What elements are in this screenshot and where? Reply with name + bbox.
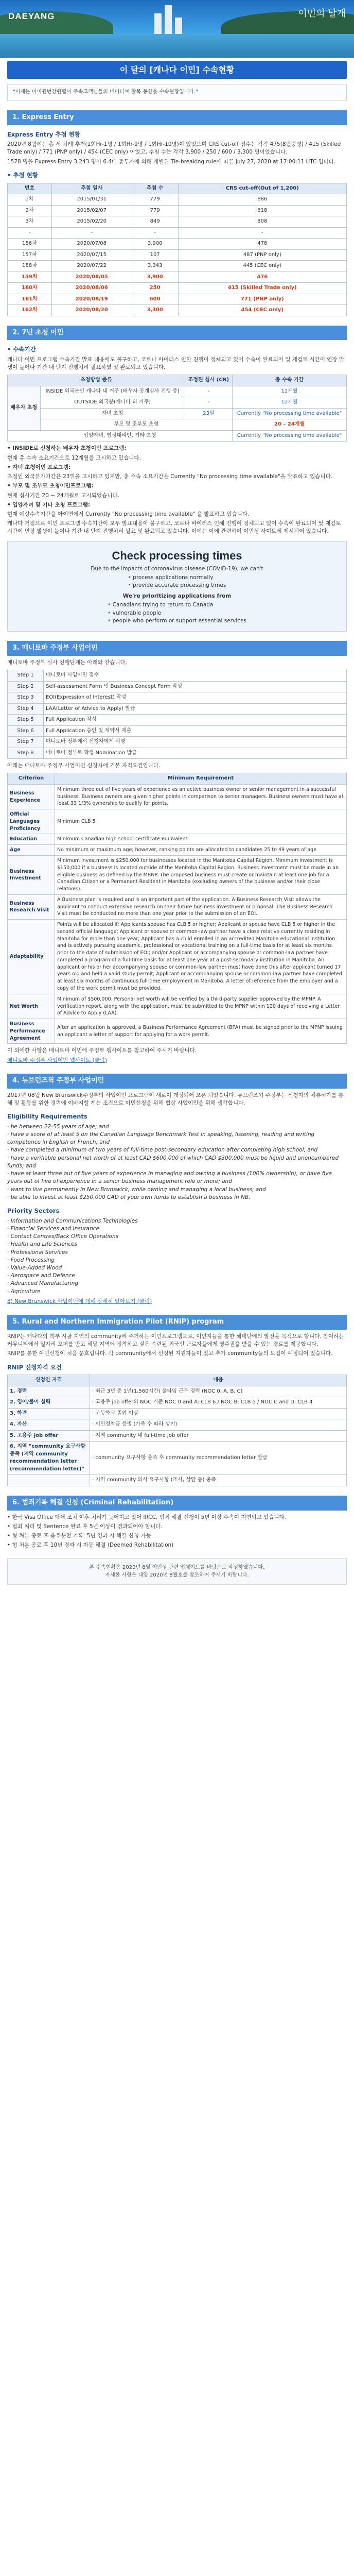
table-cell: Currently "No processing time available": [233, 408, 347, 419]
table-row: [8, 834, 347, 845]
table-cell: 자녀 초청: [40, 408, 185, 419]
table-row: [8, 670, 347, 682]
table-header: Minimum Requirement: [55, 773, 347, 785]
table-cell: 107: [132, 249, 178, 261]
table-cell: 161차: [8, 294, 52, 305]
paragraph: 2020년 8월에는 총 세 차례 추첨(1회Hr-1명 / 1회Hr-9명 / 1회Hr-10명)이 있었으며 CRS cut-off 점수는 각각 475(8월중명) / 415 (Skilled Trade only) / 771 (PNP only) / 454 (CEC only) 이었고, 추첨 수는 각각 3,900 / 250 / 600 / 3,300 명이었습니다.: [7, 141, 341, 156]
table-label: • 추첨 현황: [7, 171, 38, 179]
requirement: After an application is approved, a Business Performance Agreement (BPA) must be signed prior to the MPNP issuing an applicant a letter of support for applying for a work permit.: [55, 1019, 347, 1044]
step-description: Full Application 승인 및 계약서 제출: [44, 725, 347, 737]
rnip-criterion: [8, 1475, 90, 1486]
section-heading: 4. 뉴브런즈윅 주정부 사업이민: [7, 1074, 347, 1089]
table-cell: 2015/02/20: [51, 216, 132, 228]
table-row: [8, 845, 347, 856]
paragraph: • 한국 Visa Office 폐쇄 조치 이후 처리가 늦어지고 있어 IRCC, 범죄 해결 신청이 5년 이상 수속이 지연되고 있습니다.: [7, 1514, 287, 1520]
table-cell: -: [185, 397, 232, 409]
table-header: Criterion: [8, 773, 55, 785]
step-number: Step 1: [8, 670, 44, 682]
table-cell: 600: [132, 294, 178, 305]
paragraph: 초청인 외국분가기간은 23일을 고시하고 있지만, 총 수속 소요기간은 Currently "No processing time available"을 발표하고 있습니다.: [7, 473, 333, 480]
intro-notice: "이제는 이미원번장원랩이 주속고객님들의 네이티브 활목 동향을 수속현황입니다.": [7, 84, 347, 101]
new-brunswick-link[interactable]: 8) New Brunswick 사업이민에 대해 상세히 알아보기 (클릭): [7, 1298, 152, 1304]
paragraph: 매니토바 주정부 실사 진행단계는 아래와 같습니다.: [7, 659, 128, 666]
list-item: · have a score of at least 5 on the Canadian Language Benchmark Test in speaking, listening, reading and writing competence in English or French; and: [7, 1131, 347, 1146]
requirement: No minimum or maximum age; however, ranking points are allocated to candidates 25 to 49 years of age: [55, 845, 347, 856]
table-row: [8, 216, 347, 228]
step-number: Step 4: [8, 703, 44, 715]
table-row: [8, 1408, 347, 1419]
table-cell: 2020/07/15: [51, 249, 132, 261]
table-cell: -: [8, 227, 52, 239]
manitoba-requirements-table: [7, 773, 347, 1044]
paragraph: RNIP는 캐나다의 북부 시골 지역의 community에 주거하는 이민프로그램으로, 이민자들을 통한 혜택단에의 발전을 목적으로 합니다. 참여하는 커뮤니티에서 일자리 오퍼를 받고 해당 지역에 정착하고 싶은 숙련된 외국인 근로자들에게 영주권을 받을 수 있는 경로를 제공합니다.: [7, 1333, 344, 1348]
rnip-detail: · 지역 community 내 full-time job offer: [90, 1430, 347, 1442]
requirement: Minimum Canadian high school certificate equivalent: [55, 834, 347, 845]
priority-list: [7, 1217, 347, 1296]
manitoba-steps-table: [7, 670, 347, 759]
table-cell: 12개월: [233, 397, 347, 409]
step-number: Step 5: [8, 715, 44, 726]
table-cell: 250: [132, 283, 178, 294]
rnip-detail: · 이민정착금 증빙 (가족 수 따라 상이): [90, 1419, 347, 1431]
table-cell: 부모 및 조부모 초청: [40, 419, 233, 431]
banner-building: [165, 5, 172, 37]
table-cell: OUTSIDE 외국분(캐나다 외 거주): [40, 397, 185, 409]
list-item: · be between 22-55 years of age; and: [7, 1123, 347, 1131]
requirement: Minimum three out of five years of experience as an active business owner or senior management in a successful business. Business owners are given higher points in comparison to senior managers. Business owners must have at least 33 1/3% ownership to qualify for points.: [55, 784, 347, 809]
table-row: [8, 294, 347, 305]
criterion: Business Investment: [8, 856, 55, 895]
section-new-brunswick: [7, 1074, 347, 1306]
criterion: Education: [8, 834, 55, 845]
covid-priority-list: [108, 601, 246, 625]
table-row: [8, 272, 347, 283]
table-cell: 771 (PNP only): [178, 294, 346, 305]
table-header: 신청인 자격: [8, 1375, 90, 1386]
requirement: Points will be allocated if: Applicants spouse has CLB 5 or higher; Applicant or spouse have CLB 5 or higher in the second official language; Applicant or spouse or common-law partner have a close relative currently residing in Manitoba for more than one year; Applicant has a child enrolled in an accredited Manitoba educational institution and is actively pursuing academic, professional or vocational training on a full-time basis for at least six months prior to the date of submission of EOI; and/or Applicant or accompanying spouse or common-law partner have completed a program of a full-time basis for at least one year at a post-secondary institution in Manitoba. An applicant or his or her accompanying spouse or common-law partner must have done this after applicant turned 17 years old and held a valid study permit; Applicant or accompanying spouse or common-law partner have completed at least six months of continuous full-time employment in Manitoba. A letter of reference from the employer and a copy of the work permit must be provided.: [55, 920, 347, 994]
step-description: 매니토바 정부로 확정 Nomination 발급: [44, 748, 347, 759]
section-subheading: • 수속기간: [7, 346, 36, 353]
table-header: 번호: [8, 183, 52, 194]
table-row: [8, 249, 347, 261]
table-cell: 158차: [8, 261, 52, 272]
table-row: [8, 784, 347, 809]
table-cell: 20 – 24개월: [233, 419, 347, 431]
table-row: [8, 239, 347, 250]
covid-list: [128, 574, 226, 589]
note-heading: • 입양자녀 및 기타 초청 프로그램:: [7, 501, 91, 508]
table-cell: 487 (PNP only): [178, 249, 346, 261]
list-item: · Agriculture: [7, 1288, 347, 1296]
criterion: Business Performance Agreement: [8, 1019, 55, 1044]
table-header: 총 수속 기간: [233, 375, 347, 386]
step-number: Step 6: [8, 725, 44, 737]
table-cell: 2020/08/06: [51, 283, 132, 294]
table-cell: 2020/07/08: [51, 239, 132, 250]
table-row: [8, 227, 347, 239]
table-cell: 3차: [8, 216, 52, 228]
paragraph: • 형 처분 종료 후 10년 경과 시 자동 해결 (Deemed Rehabilitation): [7, 1542, 174, 1549]
section-express-entry: [7, 110, 347, 316]
paragraph: RNIP를 통한 이민신청이 처음 문호립니다. 각 community에서 선정된 지원자들이 있고 추가 community들의 모집이 예정되어 있습니다.: [7, 1350, 333, 1357]
rnip-criterion: 1. 경력: [8, 1386, 90, 1397]
list-item: · Advanced Manufacturing: [7, 1280, 347, 1287]
paragraph: 1578 명을 Express Entry 3,243 명이 6.4배 총투자에 의해 개별된 Tie-breaking rule에 따른 July 27, 2020 at 17:00:11 UTC 입니다.: [7, 158, 336, 165]
section-heading: 1. Express Entry: [7, 110, 347, 125]
list-item: · have completed a minimum of two years of full-time post-secondary education after completing high school; and: [7, 1146, 347, 1154]
list-item: · have a verifiable personal net worth of at least CAD $600,000 of which CAD $300,000 must be liquid and unencumbered funds; and: [7, 1155, 347, 1170]
table-cell: 2015/02/07: [51, 205, 132, 216]
criterion: Business Research Visit: [8, 894, 55, 919]
table-header: 조정된 심사 (CR): [185, 375, 232, 386]
criterion: Business Experience: [8, 784, 55, 809]
section-family-sponsorship: [7, 326, 347, 632]
table-cell: 입양자녀, 법정대리인, 기타 초청: [8, 430, 233, 442]
rnip-detail: · 고등학교 졸업 이상: [90, 1408, 347, 1419]
table-row: [8, 737, 347, 748]
draw-table: [7, 183, 347, 316]
table-cell: -: [132, 227, 178, 239]
section-rnip: [7, 1315, 347, 1486]
rnip-criterion: 3. 학력: [8, 1408, 90, 1419]
list-item: · Health and Life Sciences: [7, 1241, 347, 1248]
table-cell: 3,900: [132, 239, 178, 250]
section-subheading: Express Entry 추첨 현황: [7, 130, 80, 138]
table-cell: 2015/01/31: [51, 194, 132, 206]
table-cell: 2차: [8, 205, 52, 216]
footer-line: 본 수속현황은 2020년 8월 이민성 관련 업데이트를 바탕으로 작성하였습니다.: [89, 1565, 265, 1571]
rnip-criterion: 4. 자산: [8, 1419, 90, 1431]
list-item: • people who perform or support essential services: [108, 617, 246, 625]
table-row: [8, 194, 347, 206]
paragraph: 2017년 08월 New Brunswick주정부의 사업이민 프로그램이 새로이 개정되어 오픈 되었습니다. 뉴브런즈윅 주정부는 신청자의 체류허가를 통해 및 활동를 위한 경력에 이바지할 계는 조건으로 이민신청을 위해 협상 사업이민을 위해 생각합니다.: [7, 1092, 344, 1106]
criterion: Net Worth: [8, 994, 55, 1019]
list-item: · have at least three out of five years of experience in managing and owning a business (100% ownership), or have five years out of five of experience in a senior business management role or more; and: [7, 1170, 347, 1185]
table-cell: 3,900: [132, 272, 178, 283]
table-cell: 2020/08/19: [51, 294, 132, 305]
rnip-detail: · 최근 3년 중 1년(1,560시간) 풀타임 근무 경력 (NOC 0, A, B, C): [90, 1386, 347, 1397]
paragraph: 캐나다 이민 프로그램 수속기간 발표 내용에도 불구하고, 코로나 바이러스 인한 진행이 정체되고 있어 수속이 완료되어 및 재검토 시간이 연장 발생이 늘어나 기간 내 단지 진행처리 필요하였 및 완료되고 있습니다.: [7, 357, 345, 371]
paragraph: 현재 심사기간 20 ~ 24개월로 고시되었습니다.: [7, 492, 119, 499]
page-title: 이 달의 [캐나다 이민] 수속현황: [7, 61, 347, 79]
list-item: • process applications normally: [128, 574, 226, 582]
paragraph: 현재 예상수속기간을 아이면에서 Currently "No processing time available" 을 발표하고 있습니다.: [7, 511, 250, 518]
list-item: • vulnerable people: [108, 609, 246, 617]
table-cell: INSIDE 외국분인 캐나다 내 거주 (배우자 공개심사 진행 중): [40, 386, 185, 397]
table-row: [8, 856, 347, 895]
section-manitoba: [7, 641, 347, 1064]
company-logo: DAEYANG: [8, 11, 55, 21]
list-item: · Value-Added Wood: [7, 1264, 347, 1272]
table-cell: 2020/07/22: [51, 261, 132, 272]
list-item: • Canadians trying to return to Canada: [108, 601, 246, 609]
table-cell: 808: [178, 216, 346, 228]
requirement: A Business plan is required and is an important part of the application. A Business Research Visit allows the applicant to conduct extensive research on their future business investment or proposal. The Business Research Visit must be conducted no more than one year prior to the submission of an EOI.: [55, 894, 347, 919]
requirement: Minimum of $500,000. Personal net worth will be verified by a third-party supplier approved by the MPNP. A verification report, along with the application, must be submitted to the MPNP within 120 days of receiving a Letter of Advice to Apply (LAA).: [55, 994, 347, 1019]
table-cell: 12개월: [233, 386, 347, 397]
requirement: Minimum CLB 5: [55, 809, 347, 834]
table-row: [8, 1419, 347, 1431]
table-cell: 779: [132, 194, 178, 206]
paragraph: 이 외에한 사항은 매니토바 이민에 주정부 웹사이트를 참고하여 주시기 바랍니다.: [7, 1047, 197, 1054]
table-cell: 415 (Skilled Trade only): [178, 283, 346, 294]
criterion: Official Languages Proficiency: [8, 809, 55, 834]
brand-slogan: 이민의 날개: [298, 8, 346, 19]
eligibility-title: Eligibility Requirements: [7, 1113, 87, 1121]
paragraph: 현재 총 수속 소요기간으로 12개월을 고시하고 있습니다.: [7, 454, 141, 461]
table-cell: 1차: [8, 194, 52, 206]
step-number: Step 2: [8, 681, 44, 692]
list-item: · Financial Services and Insurance: [7, 1225, 347, 1233]
covid-title: Check processing times: [112, 549, 242, 562]
rnip-criterion: 5. 고용주 job offer: [8, 1430, 90, 1442]
table-cell: 886: [178, 194, 346, 206]
paragraph: 아래는 매니토바 주정부 사업이민 신청자에 기본 자격요건입니다.: [7, 762, 161, 769]
list-item: · Information and Communications Technologies: [7, 1217, 347, 1225]
table-row: [8, 920, 347, 994]
table-cell: 2020/08/05: [51, 272, 132, 283]
table-header: CRS cut-off(Out of 1,200): [178, 183, 346, 194]
note-heading: • 자녀 초청이민 프로그램:: [7, 464, 71, 470]
rnip-detail: · community 요구사항 충족 후 community recommendation letter 발급: [90, 1442, 347, 1475]
table-row: [8, 994, 347, 1019]
table-cell: 818: [178, 205, 346, 216]
list-item: · Aerospace and Defence: [7, 1272, 347, 1280]
table-row: [8, 1442, 347, 1475]
list-item: · Food Processing: [7, 1257, 347, 1264]
table-cell: 478: [178, 239, 346, 250]
step-description: 매니토바 정부에서 신청자에게 서명: [44, 737, 347, 748]
rnip-criterion: 6. 지역 "community 요구사항 충족 (지역 community recommendation letter (recommendation letter)": [8, 1442, 90, 1475]
section-heading: 6. 범죄기록 해결 신청 (Criminal Rehabilitation): [7, 1496, 347, 1511]
covid-subtitle: Due to the impacts of coronavirus disease (COVID-19), we can't: [91, 565, 263, 572]
step-description: 매니토바 사업이민 접수: [44, 670, 347, 682]
table-header: 초청방법 종류: [8, 375, 185, 386]
rnip-criterion: 2. 영어/불어 실력: [8, 1397, 90, 1409]
table-cell: 779: [132, 205, 178, 216]
list-item: · be able to invest at least $250,000 CAD of your own funds to establish a business in NB.: [7, 1194, 347, 1201]
table-cell: 배우자 초청: [8, 386, 41, 430]
table-row: [8, 1397, 347, 1409]
table-row: [8, 205, 347, 216]
table-row: [8, 692, 347, 704]
rnip-table: [7, 1375, 347, 1486]
note-heading: • INSIDE로 신청하는 배우자 초청이민 프로그램:: [7, 445, 127, 452]
table-row: [8, 1475, 347, 1486]
table-row: [8, 305, 347, 316]
table-row: [8, 283, 347, 294]
table-cell: 156차: [8, 239, 52, 250]
table-header: 추첨 일자: [51, 183, 132, 194]
list-item: · Contact Centres/Back Office Operations: [7, 1233, 347, 1241]
step-number: Step 8: [8, 748, 44, 759]
step-number: Step 3: [8, 692, 44, 704]
table-row: [8, 725, 347, 737]
table-cell: 3,343: [132, 261, 178, 272]
table-row: [8, 1019, 347, 1044]
banner-sea: [0, 34, 354, 58]
section-heading: 3. 매니토바 주정부 사업이민: [7, 641, 347, 656]
step-number: Step 7: [8, 737, 44, 748]
table-cell: 849: [132, 216, 178, 228]
section-criminal-rehab: [7, 1496, 347, 1550]
covid-processing-notice: [7, 541, 347, 632]
table-cell: -: [185, 386, 232, 397]
table-row: [8, 894, 347, 919]
priority-title: Priority Sectors: [7, 1207, 60, 1214]
eligibility-list: [7, 1123, 347, 1201]
section-heading: 5. Rural and Northern Immigration Pilot (RNIP) program: [7, 1315, 347, 1330]
table-row: [8, 1430, 347, 1442]
table-cell: 454 (CEC only): [178, 305, 346, 316]
list-item: · want to live permanently in New Brunswick, while owning and managing a local business; and: [7, 1186, 347, 1194]
requirement: Minimum investment is $250,000 for businesses located in the Manitoba Capital Region. Minimum investment is $150,000 if a business is located outside of the Manitoba Capital Region. Business investment must be made in an eligible business as defined by the MBNP. The proposed business must create or maintain at least one job for a Canadian Citizen or a Permanent Resident in Manitoba (excluding owners of the business and/or their close relatives).: [55, 856, 347, 895]
criterion: Adaptability: [8, 920, 55, 994]
table-cell: -: [178, 227, 346, 239]
table-cell: 476: [178, 272, 346, 283]
table-row: [8, 1386, 347, 1397]
table-row: [8, 748, 347, 759]
table-cell: 157차: [8, 249, 52, 261]
step-description: EOI(Expression of Interest) 작성: [44, 692, 347, 704]
rnip-detail: · 지역 community 의사 요구사항 (조사, 상담 등) 충족: [90, 1475, 347, 1486]
table-cell: -: [51, 227, 132, 239]
paragraph: • 형 처분 종료 후 음주운전 기록: 5년 경과 시 해결 신청 가능: [7, 1532, 151, 1539]
sponsorship-table: [7, 375, 347, 442]
rnip-detail: · 고용주 job offer의 NOC 기준 NOC 0 and A: CLB 6 / NOC B: CLB 5 / NOC C and D: CLB 4: [90, 1397, 347, 1409]
table-cell: 160차: [8, 283, 52, 294]
list-item: • provide accurate processing times: [128, 582, 226, 589]
table-cell: Currently "No processing time available": [233, 430, 347, 442]
table-cell: 23일: [185, 408, 232, 419]
table-row: [8, 681, 347, 692]
table-header: 추첨 수: [132, 183, 178, 194]
step-description: Self-assessment Form 및 Business Concept Form 작성: [44, 681, 347, 692]
list-item: · Professional Services: [7, 1249, 347, 1257]
table-row: [8, 715, 347, 726]
footer-note: [7, 1558, 347, 1585]
section-heading: 2. 7년 초청 이민: [7, 326, 347, 341]
paragraph: 캐나다 거점으로 이민 프로그램 수속기간이 모두 발표내용이 불구하고, 코로나 바이러스 인해 진행이 정체되고 있어 수속이 완료되어 및 재검토 시간이 연장 발생이 늘어나 기간 내 단지 진행처리 필요 및 완료되고 있습니다. 이에는 이에 관련하여 이민성 사이트에 제시되어 있습니다.: [7, 520, 341, 535]
table-cell: 3,300: [132, 305, 178, 316]
table-cell: 445 (CEC only): [178, 261, 346, 272]
table-row: [8, 809, 347, 834]
step-description: Full Application 작성: [44, 715, 347, 726]
paragraph: • 범죄 처리 및 Sentence 완료 후 5년 이상이 경과되어야 합니다.: [7, 1523, 163, 1530]
manitoba-website-link[interactable]: 매니토바 주정부 사업이민 웹사이트 (클릭): [7, 1057, 107, 1063]
table-cell: 2020/08/20: [51, 305, 132, 316]
criterion: Age: [8, 845, 55, 856]
covid-priority-title: We're prioritizing applications from: [122, 593, 232, 600]
note-heading: • 부모 및 조부모 초청이민프로그램:: [7, 483, 94, 489]
table-cell: 162차: [8, 305, 52, 316]
header-banner: [0, 0, 354, 58]
rnip-table-title: RNIP 신청자격 요건: [7, 1363, 62, 1371]
table-row: [8, 261, 347, 272]
table-cell: 159차: [8, 272, 52, 283]
footer-line: 자세한 사항은 대양 2020년 8월호를 참조하여 주시기 바랍니다.: [105, 1572, 249, 1578]
table-header: 내용: [90, 1375, 347, 1386]
table-row: [8, 703, 347, 715]
step-description: LAA(Letter of Advice to Apply) 발급: [44, 703, 347, 715]
